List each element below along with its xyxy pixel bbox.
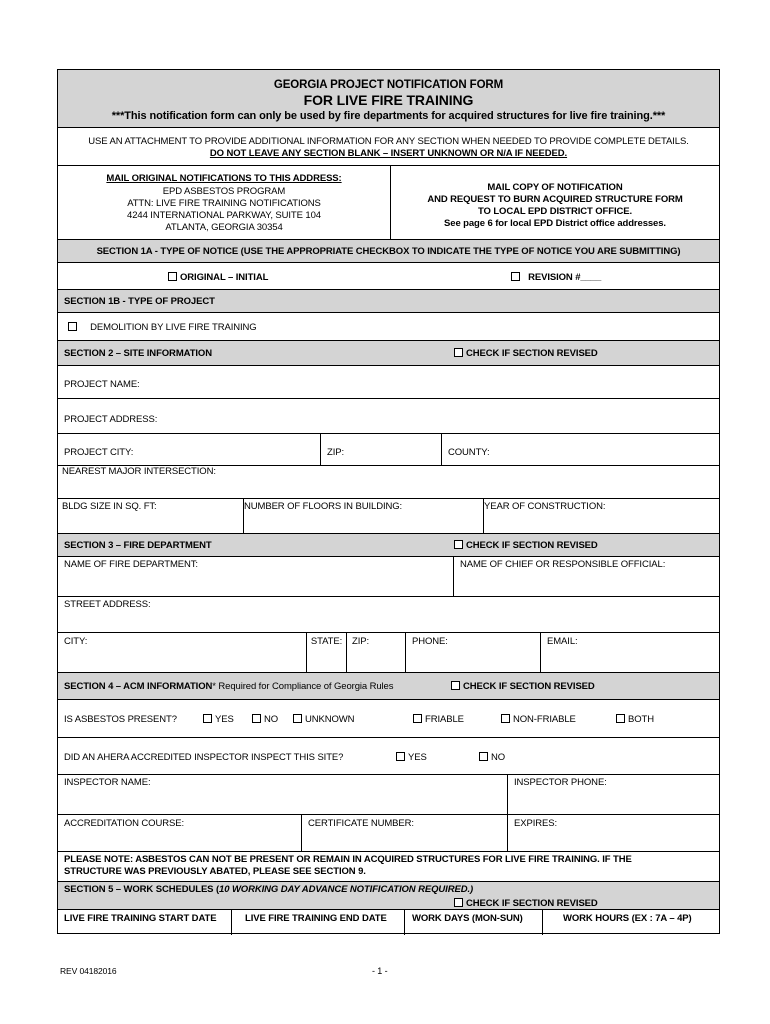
contact-row [58,633,719,673]
work-hours-label: WORK HOURS (EX : 7A – 4P) [563,913,692,924]
course-label: ACCREDITATION COURSE: [64,818,184,829]
form-title-line1: GEORGIA PROJECT NOTIFICATION FORM [273,79,504,91]
original-checkbox[interactable] [168,272,177,281]
certificate-label: CERTIFICATE NUMBER: [308,818,414,829]
inspector-row [58,775,719,815]
revision-footer: REV 04182016 [60,966,117,976]
section-4-title [64,681,393,692]
demolition-option[interactable] [68,322,257,333]
inspector-phone-label: INSPECTOR PHONE: [514,777,607,788]
section-1b-options [58,313,719,341]
project-zip-label: ZIP: [327,447,345,458]
section-5-title-a: SECTION 5 – WORK SCHEDULES ( [64,884,220,895]
form-header [58,70,719,128]
section-2-revised-label: CHECK IF SECTION REVISED [466,348,598,359]
section-2-revised-checkbox[interactable] [454,348,463,357]
asbestos-no-option[interactable] [252,714,278,725]
section-4-title-rest: * Required for Compliance of Georgia Rules [212,681,394,692]
project-name-label: PROJECT NAME: [64,379,140,390]
mail-address-line2: ATTN: LIVE FIRE TRAINING NOTIFICATIONS [127,198,321,209]
work-days-cell[interactable] [404,910,542,935]
ahera-row [58,738,719,775]
section-5-revised-checkbox[interactable] [454,898,463,907]
building-row [58,499,719,534]
mail-copy-line3: TO LOCAL EPD DISTRICT OFFICE. [477,206,633,217]
street-row[interactable] [58,597,719,633]
section-2-header [58,341,719,366]
section-1a-header [58,240,719,263]
revision-option[interactable] [511,272,601,283]
accreditation-row [58,815,719,852]
ahera-question: DID AN AHERA ACCREDITED INSPECTOR INSPECT THIS SITE? [64,752,344,763]
chief-cell[interactable] [453,557,719,596]
project-address-label: PROJECT ADDRESS: [64,414,158,425]
floors-cell[interactable] [243,499,483,533]
section-5-title-b: 10 WORKING DAY ADVANCE NOTIFICATION REQUIRED.) [219,884,474,895]
asbestos-unknown-option[interactable] [293,714,354,725]
section-5-revised-label: CHECK IF SECTION REVISED [466,898,598,909]
revision-label: REVISION #____ [528,272,602,283]
section-1b-title: SECTION 1B - TYPE OF PROJECT [64,296,215,307]
section-3-header [58,534,719,557]
project-county-cell[interactable] [441,434,719,465]
intersection-label: NEAREST MAJOR INTERSECTION: [62,466,216,477]
dept-city-cell[interactable] [58,633,306,672]
both-label: BOTH [628,714,654,725]
ahera-no-checkbox[interactable] [479,752,488,761]
mail-original-cell [58,166,390,239]
friable-option[interactable] [413,714,464,725]
work-hours-cell[interactable] [542,910,719,935]
mail-row [58,166,719,240]
section-2-title: SECTION 2 – SITE INFORMATION [64,348,212,359]
mail-address-line1: EPD ASBESTOS PROGRAM [162,186,286,197]
asbestos-note-row [58,852,719,882]
section-1a-options [58,263,719,290]
section-4-revised-checkbox[interactable] [451,681,460,690]
dept-state-label: STATE: [310,636,343,647]
start-date-label: LIVE FIRE TRAINING START DATE [64,913,217,924]
mail-copy-line1: MAIL COPY OF NOTIFICATION [487,182,623,193]
section-4-revised[interactable] [451,681,595,692]
section-3-revised-label: CHECK IF SECTION REVISED [466,540,598,551]
nonfriable-checkbox[interactable] [501,714,510,723]
both-checkbox[interactable] [616,714,625,723]
section-1b-header [58,290,719,313]
ahera-yes-label: YES [408,752,427,763]
chief-label: NAME OF CHIEF OR RESPONSIBLE OFFICIAL: [460,559,666,570]
section-3-revised[interactable] [454,540,598,551]
year-cell[interactable] [483,499,719,533]
course-cell[interactable] [58,815,301,851]
dept-zip-label: ZIP: [352,636,370,647]
end-date-cell[interactable] [231,910,404,935]
mail-heading: MAIL ORIGINAL NOTIFICATIONS TO THIS ADDRESS: [106,173,342,184]
dept-phone-label: PHONE: [412,636,448,647]
notification-form [57,69,720,934]
friable-label: FRIABLE [425,714,464,725]
start-date-cell[interactable] [58,910,231,935]
original-option[interactable] [168,272,268,283]
nonfriable-option[interactable] [501,714,576,725]
asbestos-note-line2: STRUCTURE WAS PREVIOUSLY ABATED, PLEASE SEE SECTION 9. [64,866,366,877]
asbestos-no-checkbox[interactable] [252,714,261,723]
asbestos-note-line1: PLEASE NOTE: ASBESTOS CAN NOT BE PRESENT OR REMAIN IN ACQUIRED STRUCTURES FOR LIVE FIRE TRAINING. IF THE [64,854,632,865]
mail-copy-cell [390,166,719,239]
schedule-row [58,909,719,935]
asbestos-no-label: NO [264,714,279,725]
section-3-title: SECTION 3 – FIRE DEPARTMENT [64,540,212,551]
project-city-label: PROJECT CITY: [64,447,134,458]
project-name-row[interactable] [58,366,719,399]
project-zip-cell[interactable] [320,434,441,465]
dept-state-cell[interactable] [306,633,346,672]
project-city-cell[interactable] [58,434,320,465]
dept-city-label: CITY: [64,636,88,647]
dept-name-label: NAME OF FIRE DEPARTMENT: [64,559,198,570]
certificate-cell[interactable] [301,815,507,851]
expires-label: EXPIRES: [514,818,558,829]
asbestos-unknown-label: UNKNOWN [305,714,355,725]
mail-copy-line2: AND REQUEST TO BURN ACQUIRED STRUCTURE FORM [427,194,683,205]
mail-address-line3: 4244 INTERNATIONAL PARKWAY, SUITE 104 [127,210,321,221]
bldg-size-label: BLDG SIZE IN SQ. FT: [62,501,157,512]
section-2-revised[interactable] [454,348,598,359]
asbestos-yes-checkbox[interactable] [203,714,212,723]
section-1a-title: SECTION 1A - TYPE OF NOTICE (USE THE APPROPRIATE CHECKBOX TO INDICATE THE TYPE OF NOTICE YOU ARE SUBMITTING) [96,246,681,257]
project-county-label: COUNTY: [448,447,490,458]
inspector-name-label: INSPECTOR NAME: [64,777,151,788]
section-4-header [58,673,719,700]
bldg-size-cell[interactable] [58,499,243,533]
both-option[interactable] [616,714,654,725]
asbestos-unknown-checkbox[interactable] [293,714,302,723]
section-5-title [64,884,473,895]
city-zip-county-row [58,434,719,466]
dept-zip-cell[interactable] [346,633,405,672]
end-date-label: LIVE FIRE TRAINING END DATE [245,913,387,924]
dept-row [58,557,719,597]
section-3-revised-checkbox[interactable] [454,540,463,549]
form-subtitle: ***This notification form can only be used by fire departments for acquired structures for live fire training.*** [111,110,666,122]
ahera-yes-checkbox[interactable] [396,752,405,761]
ahera-yes-option[interactable] [396,752,427,763]
inspector-phone-cell[interactable] [507,775,719,814]
dept-phone-cell[interactable] [405,633,540,672]
section-5-header [58,882,719,909]
ahera-no-label: NO [491,752,506,763]
section-4-revised-label: CHECK IF SECTION REVISED [463,681,595,692]
mail-address-line4: ATLANTA, GEORGIA 30354 [165,222,283,233]
form-title-line2: FOR LIVE FIRE TRAINING [303,92,474,108]
original-label: ORIGINAL – INITIAL [180,272,269,283]
street-label: STREET ADDRESS: [64,599,151,610]
mail-copy-line4: See page 6 for local EPD District office addresses. [444,218,666,229]
dept-email-label: EMAIL: [547,636,578,647]
intersection-row[interactable] [58,466,719,499]
page-number: - 1 - [372,966,388,976]
asbestos-yes-label: YES [215,714,234,725]
work-days-label: WORK DAYS (MON-SUN) [412,913,523,924]
floors-label: NUMBER OF FLOORS IN BUILDING: [244,501,403,512]
revision-checkbox[interactable] [511,272,520,281]
instructions-line2: DO NOT LEAVE ANY SECTION BLANK – INSERT UNKNOWN OR N/A IF NEEDED. [209,148,568,159]
friable-checkbox[interactable] [413,714,422,723]
asbestos-question: IS ASBESTOS PRESENT? [64,714,177,725]
expires-cell[interactable] [507,815,719,851]
dept-email-cell[interactable] [540,633,719,672]
instructions-line1: USE AN ATTACHMENT TO PROVIDE ADDITIONAL INFORMATION FOR ANY SECTION WHEN NEEDED TO PROVIDE COMPLETE DETAILS. [88,136,689,147]
instructions-row [58,128,719,166]
section-5-revised[interactable] [454,898,598,909]
inspector-name-cell[interactable] [58,775,507,814]
project-address-row[interactable] [58,399,719,434]
nonfriable-label: NON-FRIABLE [513,714,576,725]
demolition-label: DEMOLITION BY LIVE FIRE TRAINING [90,322,257,333]
asbestos-present-row [58,700,719,738]
section-4-title-bold: SECTION 4 – ACM INFORMATION [64,681,213,692]
year-label: YEAR OF CONSTRUCTION: [484,501,606,512]
asbestos-yes-option[interactable] [203,714,234,725]
dept-name-cell[interactable] [58,557,453,596]
ahera-no-option[interactable] [479,752,505,763]
demolition-checkbox[interactable] [68,322,77,331]
